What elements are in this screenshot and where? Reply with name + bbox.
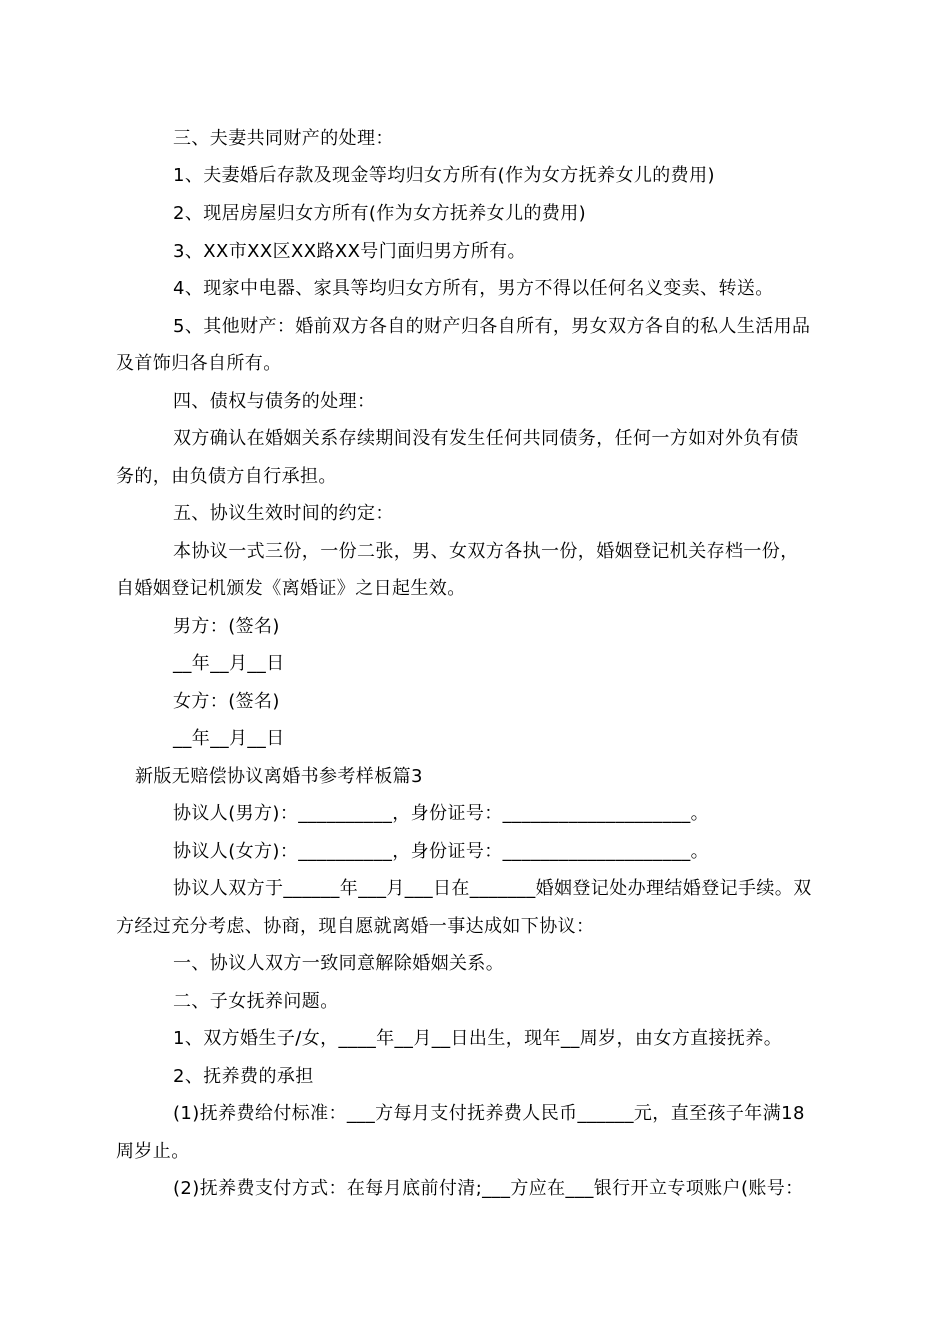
paragraph-line: 2、现居房屋归女方所有(作为女方抚养女儿的费用)	[173, 203, 587, 224]
paragraph-line: 本协议一式三份，一份二张，男、女双方各执一份，婚姻登记机关存档一份，	[173, 541, 799, 562]
paragraph-line: 协议人双方于______年___月___日在_______婚姻登记处办理结婚登记手续。双	[173, 878, 812, 899]
paragraph-line: 周岁止。	[116, 1141, 190, 1162]
article-title: 新版无赔偿协议离婚书参考样板篇3	[135, 766, 423, 787]
clause-line: 2、抚养费的承担	[173, 1066, 314, 1087]
party-male-line: 协议人(男方)：__________，身份证号：____________________。	[173, 803, 710, 824]
clause-line: 二、子女抚养问题。	[173, 991, 339, 1012]
paragraph-line: 4、现家中电器、家具等均归女方所有，男方不得以任何名义变卖、转送。	[173, 278, 774, 299]
signature-female: 女方：(签名)	[173, 691, 280, 712]
paragraph-line: 自婚姻登记机颁发《离婚证》之日起生效。	[116, 578, 466, 599]
paragraph-line: 方经过充分考虑、协商，现自愿就离婚一事达成如下协议：	[116, 916, 595, 937]
party-female-line: 协议人(女方)：__________，身份证号：____________________。	[173, 841, 710, 862]
clause-line: (2)抚养费支付方式：在每月底前付清;___方应在___银行开立专项账户(账号：	[173, 1178, 804, 1199]
date-line-male: __年__月__日	[173, 653, 285, 674]
paragraph-line: 及首饰归各自所有。	[116, 353, 282, 374]
section-heading-joint-property: 三、夫妻共同财产的处理：	[173, 128, 394, 149]
paragraph-line: 务的，由负债方自行承担。	[116, 466, 337, 487]
signature-male: 男方：(签名)	[173, 616, 280, 637]
paragraph-line: 5、其他财产：婚前双方各自的财产归各自所有，男女双方各自的私人生活用品	[173, 316, 811, 337]
clause-line: 一、协议人双方一致同意解除婚姻关系。	[173, 953, 505, 974]
paragraph-line: 双方确认在婚姻关系存续期间没有发生任何共同债务，任何一方如对外负有债	[173, 428, 799, 449]
clause-line: (1)抚养费给付标准：___方每月支付抚养费人民币______元，直至孩子年满18	[173, 1103, 805, 1124]
paragraph-line: 1、夫妻婚后存款及现金等均归女方所有(作为女方抚养女儿的费用)	[173, 165, 715, 186]
section-heading-effective-time: 五、协议生效时间的约定：	[173, 503, 394, 524]
clause-line: 1、双方婚生子/女，____年__月__日出生，现年__周岁，由女方直接抚养。	[173, 1028, 783, 1049]
section-heading-debts: 四、债权与债务的处理：	[173, 391, 376, 412]
date-line-female: __年__月__日	[173, 728, 285, 749]
paragraph-line: 3、XX市XX区XX路XX号门面归男方所有。	[173, 241, 526, 262]
